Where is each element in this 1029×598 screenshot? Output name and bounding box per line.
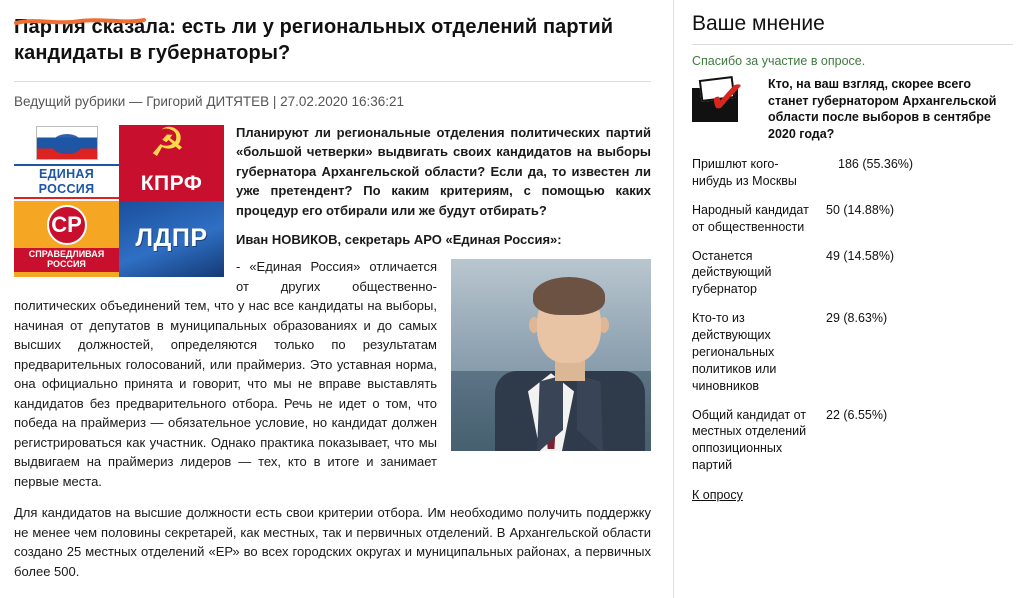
poll-option-value: 186 (55.36%) xyxy=(838,157,914,171)
photo-suit xyxy=(495,371,645,451)
logo-united-russia xyxy=(14,125,119,201)
bear-icon xyxy=(52,134,82,154)
page-title: Партия сказала: есть ли у региональных отделений партий кандидаты в губернаторы? xyxy=(14,16,614,65)
byline: Ведущий рубрики — Григорий ДИТЯТЕВ | 27.02.2020 16:36:21 xyxy=(14,93,405,109)
poll-option-label: Кто-то из действующих региональных политиков или чиновников xyxy=(692,311,777,393)
logo-ldpr-label: ЛДПР xyxy=(135,224,208,253)
logo-kprf-label: КПРФ xyxy=(140,172,203,196)
logo-united-russia-label: ЕДИНАЯ РОССИЯ xyxy=(14,164,119,199)
logo-spravedlivaya-rossiya xyxy=(14,201,119,277)
poll-sidebar xyxy=(673,0,1029,598)
poll-option-row xyxy=(692,248,1013,299)
ballot-box-check-icon xyxy=(692,69,758,130)
logo-kprf xyxy=(119,125,224,201)
poll-option-label: Пришлют кого-нибудь из Москвы xyxy=(692,157,797,188)
poll-option-label: Народный кандидат от общественности xyxy=(692,202,809,234)
poll-option-value: 49 (14.58%) xyxy=(826,248,895,263)
poll-option-value: 29 (8.63%) xyxy=(826,311,888,326)
poll-option-value: 50 (14.88%) xyxy=(826,202,895,217)
orange-highlight-underline xyxy=(14,17,146,26)
poll-option-row xyxy=(692,202,1013,236)
party-logos-collage xyxy=(14,125,224,277)
poll-option-row xyxy=(692,407,1013,475)
poll-option-row xyxy=(692,310,1013,394)
photo-hair xyxy=(533,277,605,315)
article-speaker: Иван НОВИКОВ, секретарь АРО «Единая Россия»: xyxy=(236,232,562,248)
title-divider xyxy=(14,81,651,82)
poll-question-row xyxy=(692,69,1013,142)
poll-divider xyxy=(692,44,1013,45)
article-paragraph-1: - «Единая Россия» отличается от других общественно-политических объединений тем, что у нас все кандидаты на выборы, начиная от депутатов в муниципальных образованиях и до самых высших должностей, определяются только по результатам предварительных голосований, или праймериз. Это уставная норма, она официально принята и говорит, что мы не вправе выставлять кандидатов без предварительного отбора. Речь не идет о том, что победа на праймериз — обязательное условие, но кандидат должен регистрироваться как участник. Однако практика показывает, что мы выдвигаем на праймериз лидеров — тех, кто в итоге и занимает первые места. xyxy=(14,259,437,489)
go-to-poll-link[interactable]: К опросу xyxy=(692,488,743,502)
poll-thanks-message: Спасибо за участие в опросе. xyxy=(692,54,866,68)
poll-option-label: Останется действующий губернатор xyxy=(692,248,772,297)
poll-option-label: Общий кандидат от местных отделений оппозиционных партий xyxy=(692,407,807,473)
red-checkmark-icon: ✓ xyxy=(705,69,750,125)
hammer-sickle-icon xyxy=(150,129,194,169)
poll-heading: Ваше мнение xyxy=(692,12,825,35)
article-paragraph-2: Для кандидатов на высшие должности есть свои критерии отбора. Им необходимо получить поддержку не менее чем половины секретарей, как местных, так и первичных отделений. В Архангельской области создано 25 местных отделений «ЕР» во всех городских округах и муниципальных районах, а первичных более 500. xyxy=(14,505,651,579)
poll-option-value: 22 (6.55%) xyxy=(826,407,888,422)
poll-option-row xyxy=(692,156,1013,190)
speaker-portrait-photo xyxy=(451,259,651,451)
sr-monogram-icon: СР xyxy=(47,205,87,245)
article-lead: Планируют ли региональные отделения политических партий «большой четверки» выдвигать своих кандидатов на выборы губернатора Архангельской области? Если да, то известен ли уже претендент? По каким критериям, с помощью каких процедур его отбирали или же будут отбирать? xyxy=(236,124,651,218)
russian-flag-icon xyxy=(36,126,98,160)
logo-sr-label: СПРАВЕДЛИВАЯ РОССИЯ xyxy=(14,248,119,272)
poll-question: Кто, на ваш взгляд, скорее всего станет губернатором Архангельской области после выборов в сентябре 2020 года? xyxy=(768,77,997,141)
logo-ldpr xyxy=(119,201,224,277)
